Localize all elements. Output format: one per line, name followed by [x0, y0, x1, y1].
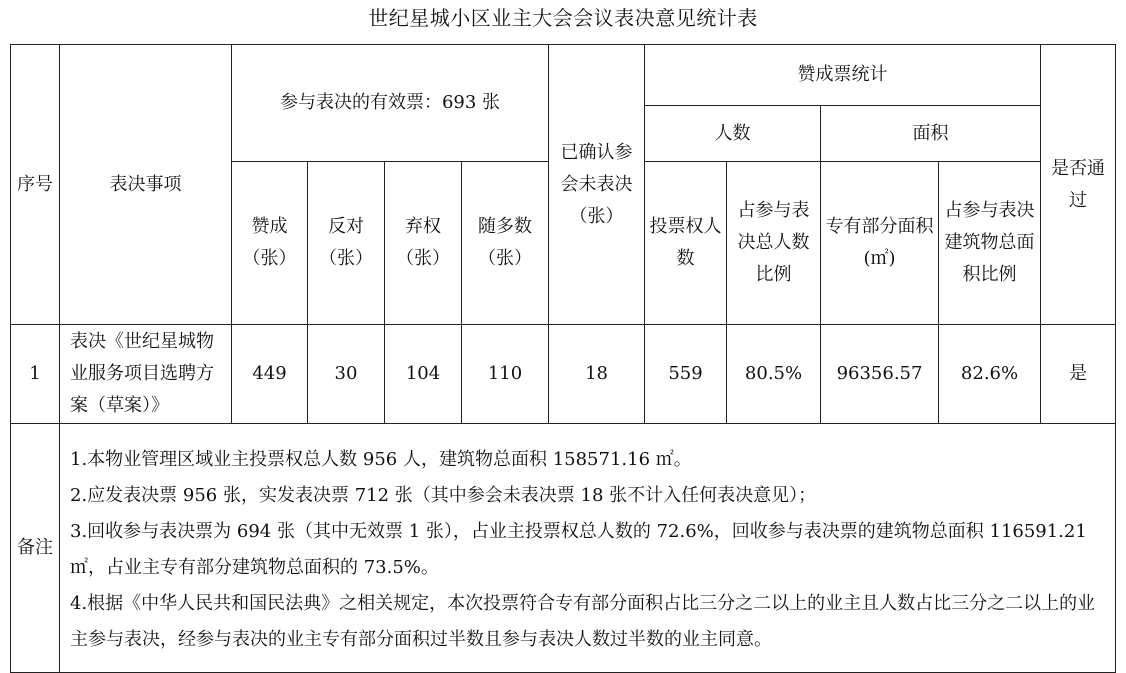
header-follow-majority: 随多数（张）: [462, 162, 549, 325]
cell-abstain: 104: [385, 325, 462, 424]
note-item: 3.回收参与表决票为 694 张（其中无效票 1 张），占业主投票权总人数的 72.6%，回收参与表决票的建筑物总面积 116591.21 ㎡，占业主专有部分建筑物总面积的 73.5%。: [70, 521, 1087, 578]
header-people-ratio: 占参与表决总人数比例: [727, 162, 821, 325]
notes-content: [60, 424, 1116, 673]
header-approve: 赞成（张）: [232, 162, 308, 325]
header-valid-votes: 参与表决的有效票：693 张: [232, 45, 549, 162]
header-matter: 表决事项: [60, 45, 232, 325]
note-item: 4.根据《中华人民共和国民法典》之相关规定，本次投票符合专有部分面积占比三分之二以上的业主且人数占比三分之二以上的业主参与表决，经参与表决的业主专有部分面积过半数且参与表决人数过半数的业主同意。: [70, 593, 1096, 650]
header-oppose: 反对（张）: [308, 162, 385, 325]
header-area: 面积: [821, 106, 1041, 162]
notes-label: 备注: [11, 424, 60, 673]
document-title: 世纪星城小区业主大会会议表决意见统计表: [368, 6, 758, 30]
header-row-top: [11, 45, 1116, 106]
cell-people-ratio: 80.5%: [727, 325, 821, 424]
header-seq: 序号: [11, 45, 60, 325]
cell-vote-rights-count: 559: [645, 325, 727, 424]
table-row: [11, 325, 1116, 424]
header-confirmed-absent: 已确认参会未表决（张）: [549, 45, 645, 325]
header-passed: 是否通过: [1041, 45, 1116, 325]
cell-seq: 1: [11, 325, 60, 424]
header-exclusive-area: 专有部分面积(㎡): [821, 162, 939, 325]
vote-statistics-table: [10, 44, 1116, 673]
note-item: 2.应发表决票 956 张，实发表决票 712 张（其中参会未表决票 18 张不计入任何表决意见）；: [70, 485, 817, 506]
cell-follow-majority: 110: [462, 325, 549, 424]
cell-matter: 表决《世纪星城物业服务项目选聘方案（草案）》: [60, 325, 232, 424]
cell-oppose: 30: [308, 325, 385, 424]
cell-passed: 是: [1041, 325, 1116, 424]
header-area-ratio: 占参与表决建筑物总面积比例: [939, 162, 1041, 325]
cell-exclusive-area: 96356.57: [821, 325, 939, 424]
header-abstain: 弃权（张）: [385, 162, 462, 325]
header-approval-stats: 赞成票统计: [645, 45, 1041, 106]
cell-approve: 449: [232, 325, 308, 424]
header-vote-rights-count: 投票权人数: [645, 162, 727, 325]
header-people: 人数: [645, 106, 821, 162]
notes-row: [11, 424, 1116, 673]
cell-confirmed-absent: 18: [549, 325, 645, 424]
cell-area-ratio: 82.6%: [939, 325, 1041, 424]
note-item: 1.本物业管理区域业主投票权总人数 956 人，建筑物总面积 158571.16 ㎡。: [70, 449, 692, 470]
